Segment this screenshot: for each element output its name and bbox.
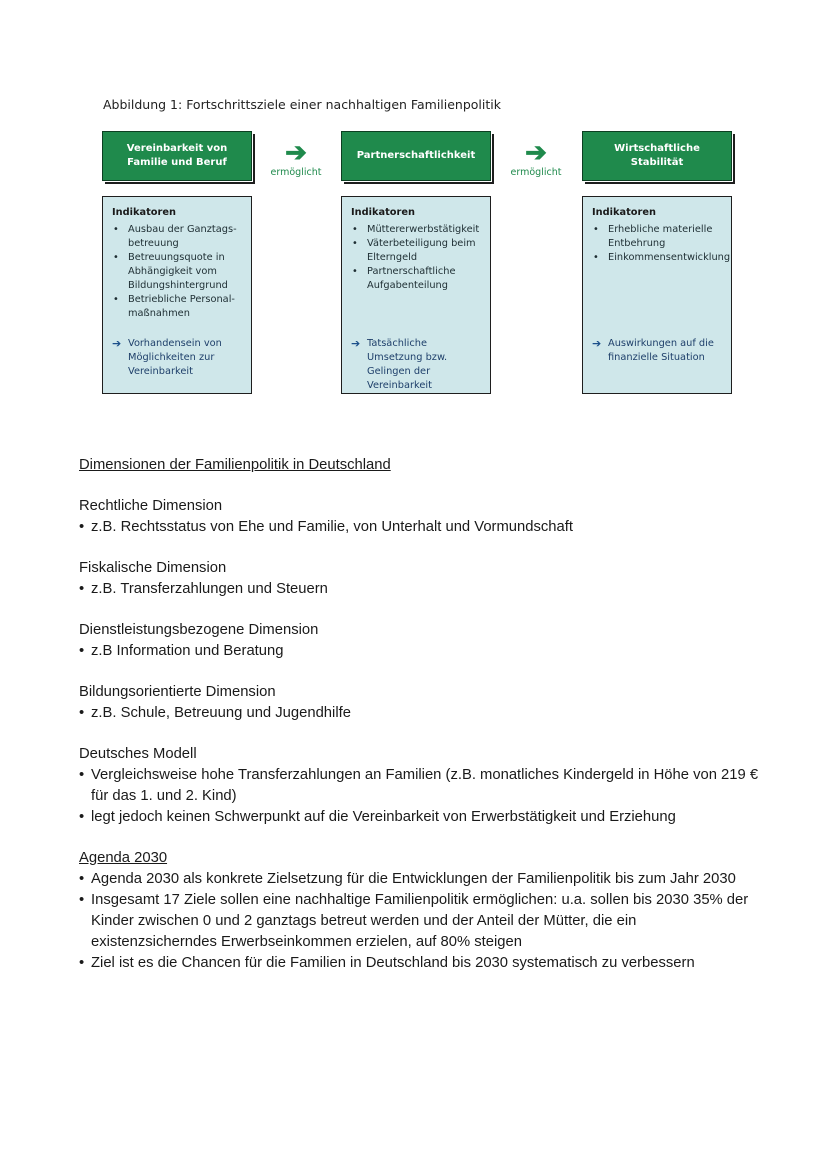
figure-caption: Abbildung 1: Fortschrittsziele einer nachhaltigen Familienpolitik bbox=[103, 97, 501, 112]
indicator-box bbox=[102, 196, 252, 394]
section-education bbox=[79, 682, 759, 724]
list-item: • Insgesamt 17 Ziele sollen eine nachhaltige Familienpolitik ermöglichen: u.a. sollen bis 2030 35% der Kinder zwischen 0 und 2 ganztags betreut werden und der Anteil der Mütter, die ein existenzsicherndes Erwerbseinkommen erzielen, auf 80% steigen bbox=[79, 890, 759, 953]
figure-column-economic-stability bbox=[582, 131, 732, 363]
list-item: • z.B. Rechtsstatus von Ehe und Familie, von Unterhalt und Vormundschaft bbox=[79, 517, 759, 538]
section-heading: Deutsches Modell bbox=[79, 746, 197, 762]
indicator-item: • Betreuungsquote in Abhängigkeit vom Bildungshintergrund bbox=[112, 251, 245, 293]
indicator-title: Indikatoren bbox=[592, 207, 656, 218]
arrow-right-icon: ➔ bbox=[285, 137, 307, 167]
column-heading bbox=[102, 131, 252, 181]
section-heading: Fiskalische Dimension bbox=[79, 560, 227, 576]
figure-column-partnership bbox=[341, 131, 491, 391]
bullet-list bbox=[79, 765, 759, 828]
figure-connector bbox=[266, 139, 326, 178]
figure-connector bbox=[506, 139, 566, 178]
indicator-list bbox=[112, 223, 245, 321]
indicator-title: Indikatoren bbox=[112, 207, 176, 218]
bullet-list bbox=[79, 517, 759, 538]
indicator-result-text: Tatsächliche Umsetzung bzw. Gelingen der Vereinbarkeit bbox=[367, 338, 448, 391]
indicator-result-text: Auswirkungen auf die finanzielle Situation bbox=[608, 338, 714, 363]
indicator-item: • Einkommensentwicklung bbox=[592, 251, 725, 265]
section-legal bbox=[79, 496, 759, 538]
column-heading bbox=[582, 131, 732, 181]
list-item: • Vergleichsweise hohe Transferzahlungen an Familien (z.B. monatliches Kindergeld in Höhe von 219 € für das 1. und 2. Kind) bbox=[79, 765, 759, 807]
indicator-box bbox=[341, 196, 491, 394]
section-agenda-2030 bbox=[79, 848, 759, 974]
indicator-item: • Partnerschaftliche Aufgabenteilung bbox=[351, 265, 484, 293]
bullet-list bbox=[79, 869, 759, 974]
connector-label: ermöglicht bbox=[510, 167, 562, 178]
section-heading: Dienstleistungsbezogene Dimension bbox=[79, 622, 319, 638]
column-heading-text: Wirtschaftliche Stabilität bbox=[614, 143, 700, 168]
section-heading: Rechtliche Dimension bbox=[79, 498, 223, 514]
arrow-right-icon: ➔ bbox=[112, 337, 122, 350]
indicator-item: • Betriebliche Personal-maßnahmen bbox=[112, 293, 245, 321]
indicator-item: • Müttererwerbstätigkeit bbox=[351, 223, 484, 237]
list-item: • z.B. Schule, Betreuung und Jugendhilfe bbox=[79, 703, 759, 724]
indicator-item: • Ausbau der Ganztags-betreuung bbox=[112, 223, 245, 251]
indicator-box bbox=[582, 196, 732, 394]
section-german-model bbox=[79, 744, 759, 828]
section-heading: Bildungsorientierte Dimension bbox=[79, 684, 276, 700]
document-body bbox=[79, 455, 759, 994]
list-item: • z.B. Transferzahlungen und Steuern bbox=[79, 579, 759, 600]
list-item: • legt jedoch keinen Schwerpunkt auf die Vereinbarkeit von Erwerbstätigkeit und Erziehung bbox=[79, 807, 759, 828]
list-item: • z.B Information und Beratung bbox=[79, 641, 759, 662]
indicator-item: • Väterbeteiligung beim Elterngeld bbox=[351, 237, 484, 265]
section-fiscal bbox=[79, 558, 759, 600]
list-item: • Agenda 2030 als konkrete Zielsetzung für die Entwicklungen der Familienpolitik bis zum Jahr 2030 bbox=[79, 869, 759, 890]
figure-column-compatibility bbox=[102, 131, 252, 377]
indicator-result bbox=[112, 337, 245, 379]
document-title: Dimensionen der Familienpolitik in Deutschland bbox=[79, 457, 391, 473]
bullet-list bbox=[79, 641, 759, 662]
arrow-right-icon: ➔ bbox=[351, 337, 361, 350]
list-item: • Ziel ist es die Chancen für die Familien in Deutschland bis 2030 systematisch zu verbessern bbox=[79, 953, 759, 974]
arrow-right-icon: ➔ bbox=[592, 337, 602, 350]
bullet-list bbox=[79, 703, 759, 724]
arrow-right-icon: ➔ bbox=[525, 137, 547, 167]
section-heading: Agenda 2030 bbox=[79, 850, 168, 866]
indicator-list bbox=[351, 223, 484, 293]
indicator-result bbox=[351, 337, 484, 393]
indicator-list bbox=[592, 223, 731, 265]
column-heading-text: Vereinbarkeit von Familie und Beruf bbox=[126, 143, 228, 168]
connector-label: ermöglicht bbox=[270, 167, 322, 178]
section-services bbox=[79, 620, 759, 662]
indicator-item: • Erhebliche materielle Entbehrung bbox=[592, 223, 725, 251]
indicator-result bbox=[592, 337, 725, 365]
indicator-result-text: Vorhandensein von Möglichkeiten zur Vereinbarkeit bbox=[128, 338, 222, 377]
column-heading-text: Partnerschaftlichkeit bbox=[356, 150, 476, 161]
bullet-list bbox=[79, 579, 759, 600]
column-heading bbox=[341, 131, 491, 181]
indicator-title: Indikatoren bbox=[351, 207, 415, 218]
